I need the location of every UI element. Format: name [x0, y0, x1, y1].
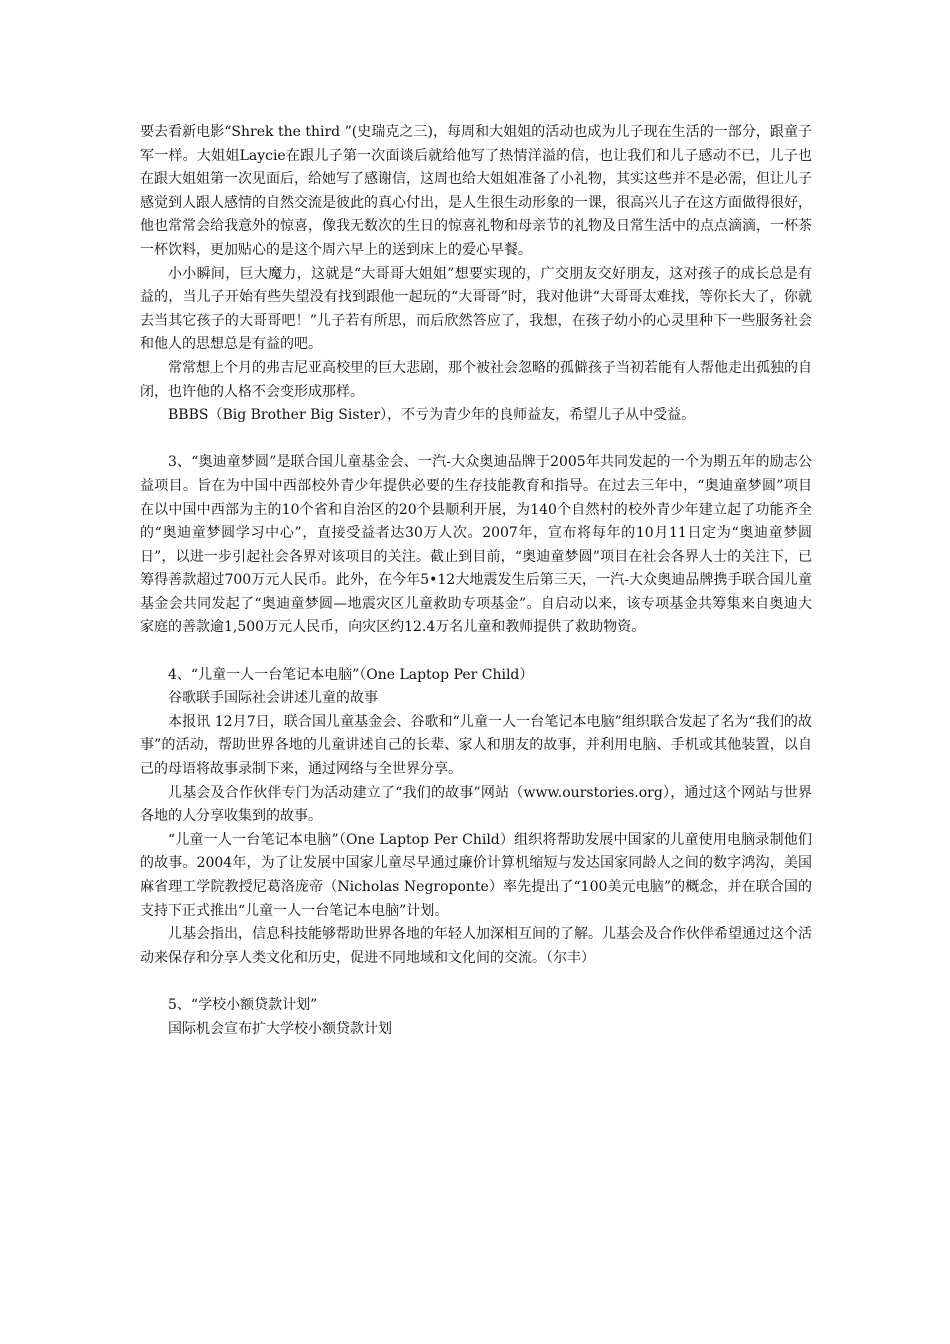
paragraph-news-report: 本报讯 12月7日，联合国儿童基金会、谷歌和“儿童一人一台笔记本电脑”组织联合发起了名为“我们的故事”的活动，帮助世界各地的儿童讲述自己的长辈、家人和朋友的故事，并利用电脑、手机或其他装置，以自己的母语将故事录制下来，通过网络与全世界分享。 — [140, 713, 812, 778]
blank-line — [140, 428, 812, 452]
paragraph-virginia-tragedy: 常常想上个月的弗吉尼亚高校里的巨大悲剧，那个被社会忽略的孤僻孩子当初若能有人帮他走出孤独的自闭，也许他的人格不会变形成那样。 — [140, 359, 812, 400]
paragraph-audi-dream: 3、“奥迪童梦圆”是联合国儿童基金会、一汽-大众奥迪品牌于2005年共同发起的一个为期五年的励志公益项目。旨在为中国中西部校外青少年提供必要的生存技能教育和指导。在过去三年中，“奥迪童梦圆”项目在以中国中西部为主的10个省和自治区的20个县顺利开展，为140个自然村的校外青少年建立起了功能齐全的“奥迪童梦圆学习中心”，直接受益者达30万人次。2007年，宣布将每年的10月11日定为“奥迪童梦圆日”，以进一步引起社会各界对该项目的关注。截止到目前，“奥迪童梦圆”项目在社会各界人士的关注下，已筹得善款超过700万元人民币。此外，在今年5•12大地震发生后第三天，一汽-大众奥迪品牌携手联合国儿童基金会共同发起了“奥迪童梦圆—地震灾区儿童救助专项基金”。自启动以来，该专项基金共筹集来自奥迪大家庭的善款逾1,500万元人民币，向灾区约12.4万名儿童和教师提供了救助物资。 — [140, 454, 812, 636]
paragraph-magic-moment: 小小瞬间，巨大魔力，这就是“大哥哥大姐姐”想要实现的，广交朋友交好朋友，这对孩子的成长总是有益的，当儿子开始有些失望没有找到跟他一起玩的“大哥哥”时，我对他讲“大哥哥太难找，等你长大了，你就去当其它孩子的大哥哥吧！”儿子若有所思，而后欣然答应了，我想，在孩子幼小的心灵里种下一些服务社会和他人的思想总是有益的吧。 — [140, 265, 812, 353]
paragraph-unicef-note: 儿基会指出，信息科技能够帮助世界各地的年轻人加深相互间的了解。儿基会及合作伙伴希望通过这个活动来保存和分享人类文化和历史，促进不同地域和文化间的交流。（尔丰） — [140, 926, 812, 966]
blank-line — [140, 640, 812, 664]
document-page — [140, 121, 812, 1041]
paragraph-continuation: 要去看新电影“Shrek the third ”(史瑞克之三)，每周和大姐姐的活动也成为儿子现在生活的一部分，跟童子军一样。大姐姐Laycie在跟儿子第一次面谈后就给他写了热情洋溢的信，也让我们和儿子感动不已，儿子也在跟大姐姐第一次见面后，给她写了感谢信，这周也给大姐姐准备了小礼物，其实这些并不是必需，但让儿子感觉到人跟人感情的自然交流是彼此的真心付出，是人生很生动形象的一课，很高兴儿子在这方面做得很好，他也常常会给我意外的惊喜，像我无数次的生日的惊喜礼物和母亲节的礼物及日常生活中的点点滴滴，一杯茶一杯饮料，更加贴心的是这个周六早上的送到床上的爱心早餐。 — [140, 124, 812, 258]
subheading-google: 谷歌联手国际社会讲述儿童的故事 — [168, 690, 378, 707]
paragraph-ourstories-site: 儿基会及合作伙伴专门为活动建立了“我们的故事”网站（www.ourstories.org），通过这个网站与世界各地的人分享收集到的故事。 — [140, 784, 812, 825]
blank-line — [140, 970, 812, 994]
paragraph-olpc-history: “儿童一人一台笔记本电脑”（One Laptop Per Child）组织将帮助发展中国家的儿童使用电脑录制他们的故事。2004年，为了让发展中国家儿童尽早通过廉价计算机缩短与发达国家同龄人之间的数字鸿沟，美国麻省理工学院教授尼葛洛庞帝（Nicholas Negroponte）率先提出了“100美元电脑”的概念，并在联合国的支持下正式推出“儿童一人一台笔记本电脑”计划。 — [140, 831, 812, 919]
paragraph-bbbs: BBBS（Big Brother Big Sister），不亏为青少年的良师益友，希望儿子从中受益。 — [168, 407, 696, 424]
section-heading-olpc: 4、“儿童一人一台笔记本电脑”（One Laptop Per Child） — [168, 666, 534, 683]
section-heading-microloan: 5、“学校小额贷款计划” — [168, 996, 318, 1013]
subheading-microloan: 国际机会宣布扩大学校小额贷款计划 — [168, 1020, 392, 1037]
